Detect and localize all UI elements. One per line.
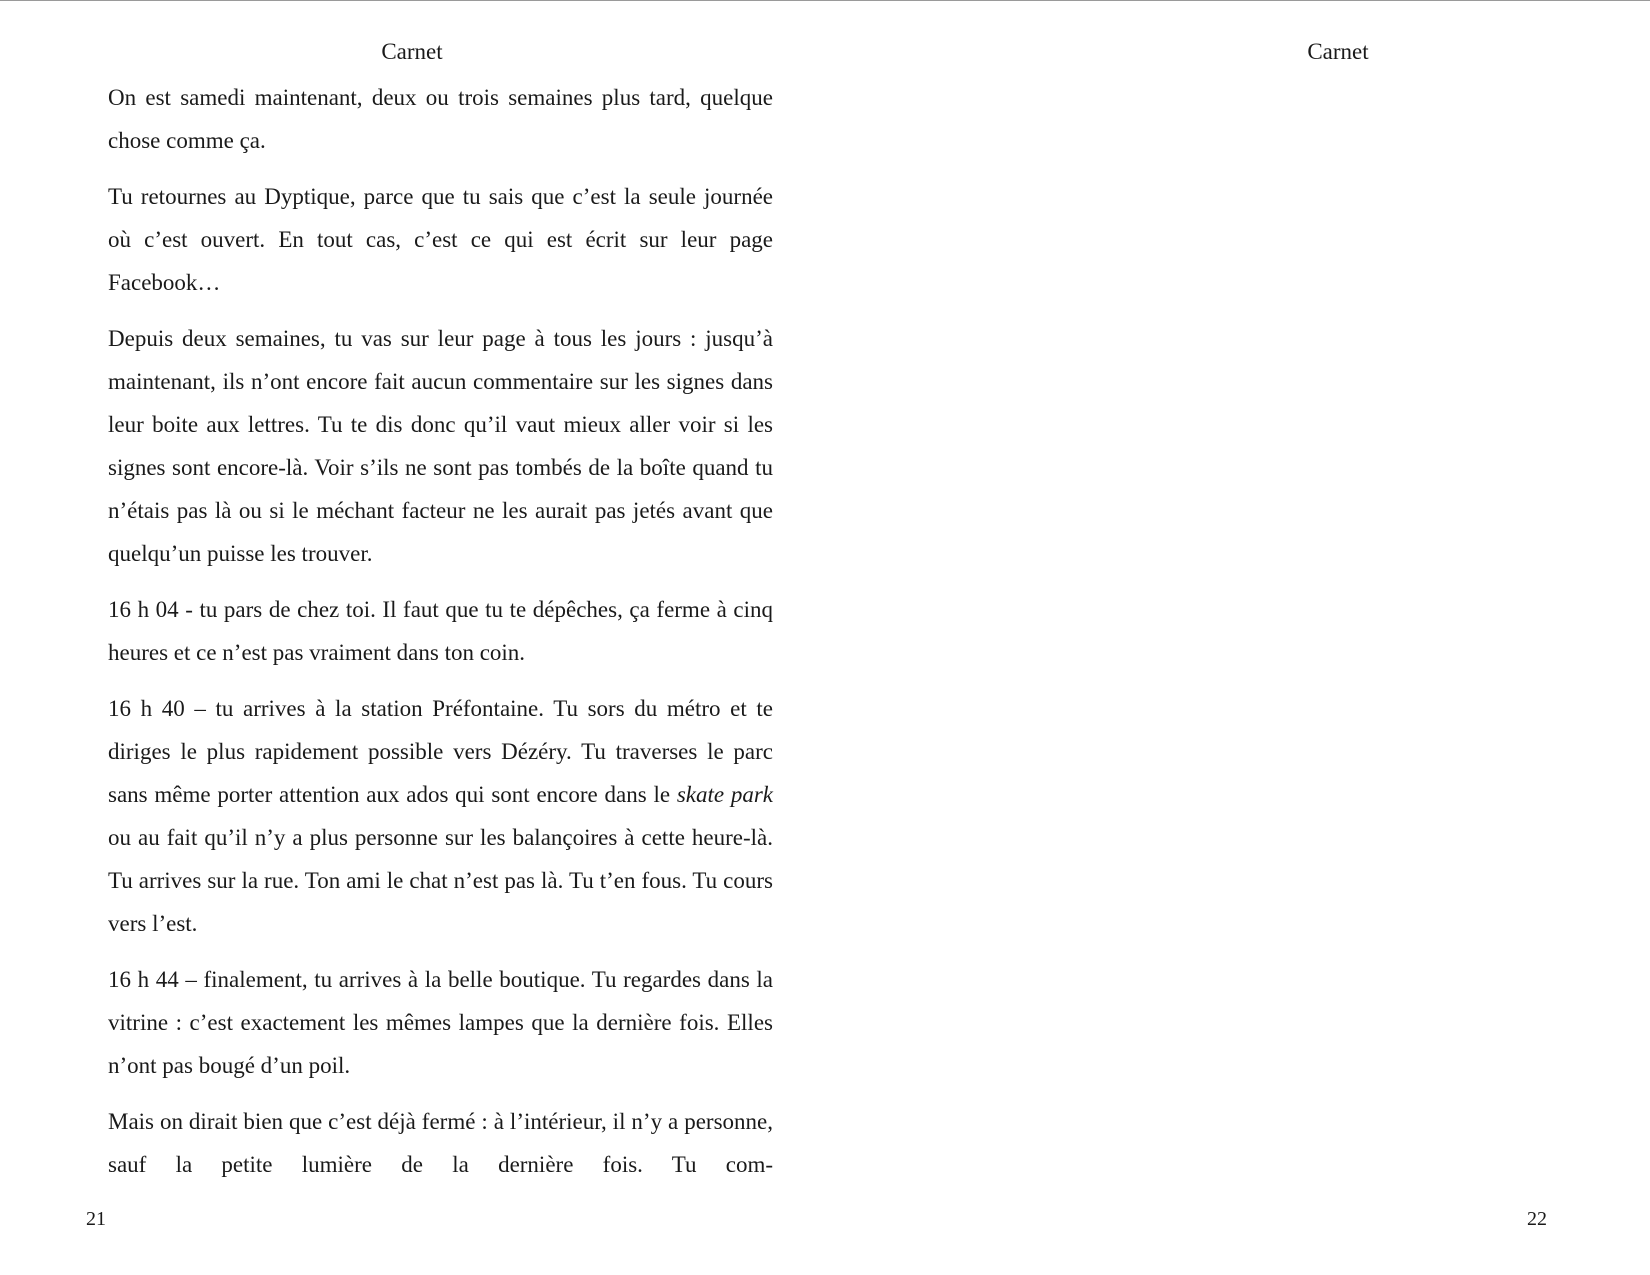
page-number: 22 — [1527, 1208, 1547, 1230]
paragraph-text: ou au fait qu’il n’y a plus personne sur les balançoires à cette heure-là. Tu arrives sur la rue. Ton ami le chat n’est pas là. Tu t’en fous. Tu cours vers l’est. — [108, 825, 773, 936]
paragraph-text: 16 h 44 – finalement, tu arrives à la belle boutique. Tu regardes dans la vitrine : c’est exactement les mêmes lampes que la dernière fois. Elles n’ont pas bougé d’un poil. — [108, 967, 773, 1078]
paragraph-text: 16 h 40 – tu arrives à la station Préfontaine. Tu sors du métro et te diriges le plus rapidement possible vers Dézéry. Tu traverses le parc sans même porter attention aux ados qui sont encore dans le — [108, 696, 773, 807]
running-head: Carnet — [1307, 39, 1369, 64]
paragraph-text: Depuis deux semaines, tu vas sur leur page à tous les jours : jusqu’à maintenant, ils n’ont encore fait aucun commentaire sur les signes dans leur boite aux lettres. Tu te dis donc qu’il vaut mieux aller voir si les signes sont encore-là. Voir s’ils ne sont pas tombés de la boîte quand tu n’étais pas là ou si le méchant facteur ne les aurait pas jetés avant que quelqu’un puisse les trouver. — [108, 326, 773, 566]
italic-term: skate park — [676, 782, 773, 807]
paragraph-text: On est samedi maintenant, deux ou trois semaines plus tard, quelque chose comme ça. — [108, 85, 773, 153]
paragraph — [108, 588, 773, 674]
paragraph — [108, 317, 773, 575]
paragraph — [108, 958, 773, 1087]
paragraph-text: Mais on dirait bien que c’est déjà fermé : à l’intérieur, il n’y a personne, sauf la petite lumière de la dernière fois. Tu com- — [108, 1109, 773, 1177]
paragraph — [108, 687, 773, 945]
paragraph — [108, 175, 773, 304]
paragraph-text: Tu retournes au Dyptique, parce que tu sais que c’est la seule journée où c’est ouvert. En tout cas, c’est ce qui est écrit sur leur page Facebook… — [108, 184, 773, 295]
paragraph — [108, 76, 773, 162]
running-head: Carnet — [381, 39, 443, 64]
paragraph-text: 16 h 04 - tu pars de chez toi. Il faut que tu te dépêches, ça ferme à cinq heures et ce n’est pas vraiment dans ton coin. — [108, 597, 773, 665]
body-text — [108, 76, 773, 1199]
paragraph — [108, 1100, 773, 1186]
page-number: 21 — [86, 1208, 106, 1230]
right-page — [825, 0, 1650, 1275]
